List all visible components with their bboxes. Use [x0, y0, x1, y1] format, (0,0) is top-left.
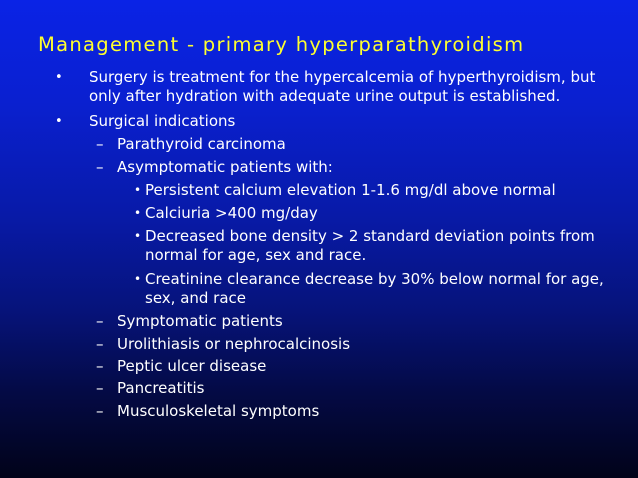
bullet-marker: •	[134, 183, 142, 197]
dash-marker: –	[96, 335, 104, 353]
bullet-marker: •	[55, 114, 63, 129]
bullet-marker: •	[55, 70, 63, 85]
dash-marker: –	[96, 312, 104, 330]
bullet-text	[89, 68, 595, 106]
criteria-text-line: Decreased bone density > 2 standard deviation points from	[145, 227, 595, 245]
criteria-text-line: normal for age, sex and race.	[145, 246, 367, 264]
subitem-text: Urolithiasis or nephrocalcinosis	[117, 335, 351, 353]
dash-marker: –	[96, 158, 104, 176]
dash-marker: –	[96, 379, 104, 397]
subitem-text: Peptic ulcer disease	[117, 357, 267, 375]
criteria-text-line: sex, and race	[145, 289, 247, 307]
criteria-text-line: Creatinine clearance decrease by 30% below normal for age,	[145, 270, 604, 288]
dash-marker: –	[96, 357, 104, 375]
subitem-text: Pancreatitis	[117, 379, 205, 397]
criteria-text	[145, 270, 604, 308]
bullet-text: Surgical indications	[89, 112, 236, 130]
bullet-marker: •	[134, 272, 142, 286]
criteria-text: Persistent calcium elevation 1-1.6 mg/dl above normal	[145, 181, 556, 199]
slide-title: Management - primary hyperparathyroidism	[38, 33, 525, 56]
subitem-text: Musculoskeletal symptoms	[117, 402, 320, 420]
bullet-marker: •	[134, 206, 142, 220]
dash-marker: –	[96, 402, 104, 420]
criteria-text	[145, 227, 595, 265]
bullet-text-line: only after hydration with adequate urine output is established.	[89, 87, 561, 105]
subitem-text: Asymptomatic patients with:	[117, 158, 333, 176]
dash-marker: –	[96, 135, 104, 153]
subitem-text: Parathyroid carcinoma	[117, 135, 286, 153]
bullet-marker: •	[134, 229, 142, 243]
criteria-text: Calciuria >400 mg/day	[145, 204, 318, 222]
subitem-text: Symptomatic patients	[117, 312, 283, 330]
bullet-text-line: Surgery is treatment for the hypercalcemia of hyperthyroidism, but	[89, 68, 596, 86]
